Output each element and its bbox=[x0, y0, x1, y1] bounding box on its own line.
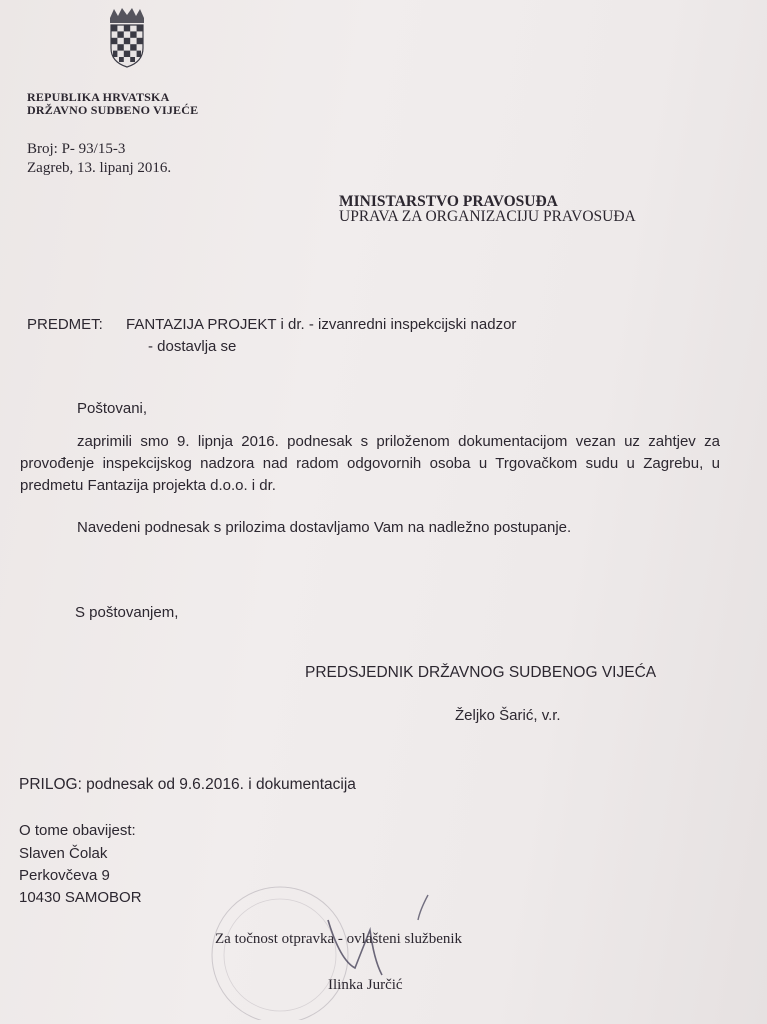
subject-line-1: FANTAZIJA PROJEKT i dr. - izvanredni inspekcijski nadzor bbox=[126, 316, 517, 333]
notify-label: O tome obavijest: bbox=[19, 822, 136, 839]
recipient-department: UPRAVA ZA ORGANIZACIJU PRAVOSUĐA bbox=[339, 208, 636, 225]
attachment-note: PRILOG: podnesak od 9.6.2016. i dokumentacija bbox=[19, 776, 356, 793]
council-name: DRŽAVNO SUDBENO VIJEĆE bbox=[27, 103, 199, 117]
notify-city: 10430 SAMOBOR bbox=[19, 889, 142, 906]
certifying-officer-name: Ilinka Jurčić bbox=[328, 977, 403, 993]
certification-statement: Za točnost otpravka - ovlašteni službenik bbox=[215, 931, 463, 947]
signatory-name: Željko Šarić, v.r. bbox=[455, 707, 561, 724]
croatian-coat-of-arms-icon bbox=[108, 6, 146, 68]
place-date: Zagreb, 13. lipanj 2016. bbox=[27, 160, 172, 176]
subject-label: PREDMET: bbox=[27, 316, 103, 333]
notify-name: Slaven Čolak bbox=[19, 845, 108, 862]
republic-name: REPUBLIKA HRVATSKA bbox=[27, 90, 170, 104]
signatory-title: PREDSJEDNIK DRŽAVNOG SUDBENOG VIJEĆA bbox=[305, 664, 657, 681]
recipient-ministry: MINISTARSTVO PRAVOSUĐA bbox=[339, 193, 558, 210]
greeting: Poštovani, bbox=[77, 400, 148, 417]
body-paragraph-1: zaprimili smo 9. lipnja 2016. podnesak s priloženom dokumentacijom vezan uz zahtjev za provođenje inspekcijskog nadzora nad radom odgovornih osoba u Trgovačkom sudu u Zagrebu, u predmetu Fantazija projekta d.o.o. i dr. bbox=[20, 433, 720, 494]
closing: S poštovanjem, bbox=[75, 604, 179, 621]
body-paragraph-2: Navedeni podnesak s prilozima dostavljamo Vam na nadležno postupanje. bbox=[77, 519, 572, 536]
reference-number: Broj: P- 93/15-3 bbox=[27, 141, 126, 157]
notify-street: Perkovčeva 9 bbox=[19, 867, 110, 884]
subject-line-2: - dostavlja se bbox=[148, 338, 237, 355]
